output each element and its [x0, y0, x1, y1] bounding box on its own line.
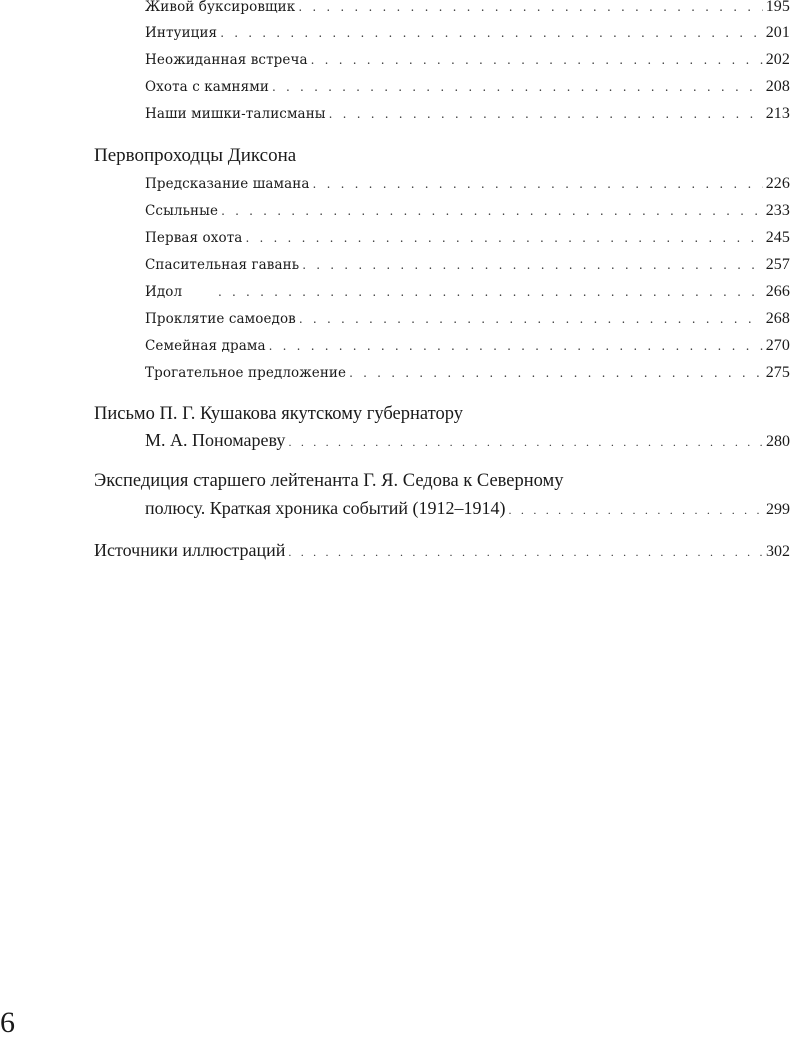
dot-leader	[220, 26, 763, 40]
toc-entry-page: 202	[765, 51, 790, 68]
toc-entry[interactable]	[145, 78, 790, 96]
toc-entry-page: 268	[765, 310, 790, 327]
dot-leader	[221, 204, 763, 218]
dot-leader	[349, 366, 763, 380]
toc-entry-sources[interactable]	[94, 540, 790, 561]
dot-leader	[311, 53, 763, 67]
toc-entry[interactable]	[145, 229, 790, 247]
toc-entry-title: Охота с камнями	[145, 79, 269, 95]
toc-entry-title: Идол	[145, 284, 183, 300]
toc-entry-page: 226	[765, 175, 790, 192]
toc-entry[interactable]	[145, 0, 790, 16]
toc-entry[interactable]	[145, 337, 790, 355]
toc-entry[interactable]	[145, 51, 790, 69]
toc-entry-page: 270	[765, 337, 790, 354]
toc-entry[interactable]	[145, 202, 790, 220]
section-heading[interactable]: Первопроходцы Диксона	[94, 145, 297, 166]
toc-entry-title: Источники иллюстраций	[94, 540, 286, 560]
toc-entry[interactable]	[145, 256, 790, 274]
toc-entry-expedition-line1[interactable]: Экспедиция старшего лейтенанта Г. Я. Седова к Северному	[94, 471, 564, 491]
dot-leader	[269, 339, 763, 353]
dot-leader	[288, 435, 763, 450]
toc-entry-expedition[interactable]	[145, 498, 790, 519]
toc-entry[interactable]	[145, 310, 790, 328]
toc-entry-page: 275	[765, 364, 790, 381]
toc-entry[interactable]	[145, 283, 790, 301]
toc-entry-page: 201	[765, 24, 790, 41]
dot-leader	[302, 258, 762, 272]
toc-entry-page: 208	[765, 78, 790, 95]
toc-entry-title: полюсу. Краткая хроника событий (1912–1914)	[145, 498, 506, 518]
toc-entry-title: Предсказание шамана	[145, 176, 310, 192]
toc-entry-title: Спасительная гавань	[145, 257, 300, 273]
toc-entry-page: 302	[766, 543, 790, 560]
toc-entry-title: Неожиданная встреча	[145, 52, 308, 68]
toc-entry-page: 266	[765, 283, 790, 300]
toc-entry[interactable]	[145, 175, 790, 193]
toc-entry-title: Интуиция	[145, 25, 218, 41]
toc-entry-letter[interactable]	[145, 430, 790, 451]
toc-entry[interactable]	[145, 364, 790, 382]
toc-entry-title: Ссыльные	[145, 203, 219, 219]
toc-entry-title: Трогательное предложение	[145, 365, 347, 381]
dot-leader	[288, 545, 763, 560]
toc-entry-title: М. А. Пономареву	[145, 430, 286, 450]
dot-leader	[313, 177, 763, 191]
toc-entry-page: 195	[765, 0, 790, 15]
toc-entry-page: 299	[766, 501, 790, 518]
toc-entry-page: 257	[765, 256, 790, 273]
toc-entry-page: 245	[765, 229, 790, 246]
toc-entry-title: Первая охота	[145, 230, 243, 246]
toc-entry-title: Живой буксировщик	[145, 0, 296, 15]
dot-leader	[272, 80, 763, 94]
toc-entry-page: 213	[765, 105, 790, 122]
toc-entry-page: 233	[765, 202, 790, 219]
dot-leader	[509, 503, 763, 518]
dot-leader	[329, 107, 763, 121]
dot-leader	[299, 312, 763, 326]
toc-entry-title: Семейная драма	[145, 338, 266, 354]
toc-entry[interactable]	[145, 24, 790, 42]
toc-entry-title: Наши мишки-талисманы	[145, 106, 326, 122]
dot-leader	[218, 285, 763, 299]
toc-entry-page: 280	[766, 433, 790, 450]
dot-leader	[245, 231, 762, 245]
toc-entry-letter-line1[interactable]: Письмо П. Г. Кушакова якутскому губернатору	[94, 404, 463, 424]
dot-leader	[298, 0, 762, 14]
toc-entry[interactable]	[145, 105, 790, 123]
toc-entry-title: Проклятие самоедов	[145, 311, 296, 327]
page-number: 6	[0, 1006, 15, 1039]
